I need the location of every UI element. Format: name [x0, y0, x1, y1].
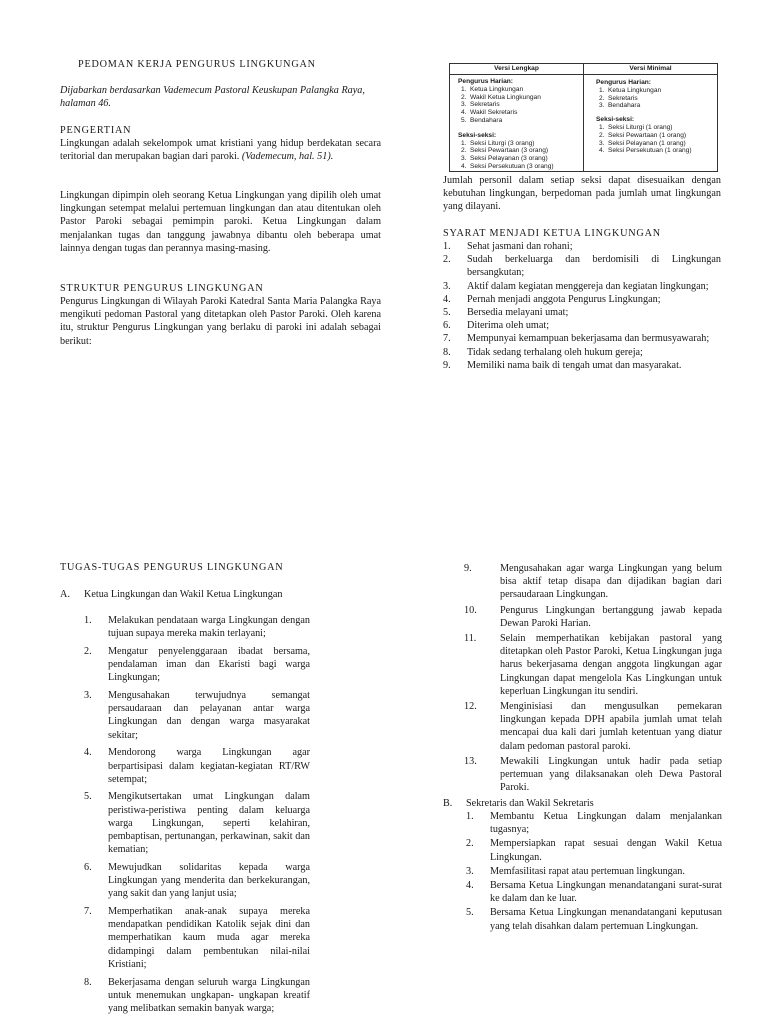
- syarat-item-text: Pernah menjadi anggota Pengurus Lingkungan;: [467, 293, 661, 305]
- minimal-seksi-item: [596, 140, 714, 148]
- tugas-a-item-number: 2.: [84, 645, 92, 657]
- tugas-a-item-number: 11.: [464, 633, 477, 645]
- syarat-item-number: 9.: [443, 359, 451, 371]
- minimal-seksi-item: [596, 132, 714, 140]
- syarat-item-text: Diterima oleh umat;: [467, 320, 550, 332]
- syarat-item: [443, 319, 721, 332]
- tugas-a-item-text: Memperhatikan anak-anak supaya mereka mendapatkan pendidikan Katolik sejak dini dan memperhatikan kaum muda agar mereka didampingi dalam pembentukan nilai-nilai Kristiani;: [108, 906, 310, 970]
- pengertian-paragraph-2: Lingkungan dipimpin oleh seorang Ketua Lingkungan yang dipilih oleh umat lingkungan setempat melalui pertemuan lingkungan dan atau ditentukan oleh Pastor Paroki sebagai pemimpin paroki. Ketua Lingkungan dalam menjalankan tugas dan tanggung jawabnya dibantu oleh beberapa umat lainnya dengan tugas dan perannya masing-masing.: [60, 190, 381, 254]
- tugas-b-item-number: 5.: [466, 907, 474, 919]
- minimal-seksi-item: [596, 124, 714, 132]
- section-b-title: Sekretaris dan Wakil Sekretaris: [466, 798, 594, 809]
- pengertian-paragraph: [60, 137, 381, 163]
- lengkap-seksi-item-text: Seksi Pewartaan (3 orang): [470, 147, 549, 155]
- tugas-a-item-number: 13.: [464, 755, 477, 767]
- syarat-item-text: Memiliki nama baik di tengah umat dan masyarakat.: [467, 359, 682, 371]
- tugas-a-item-number: 12.: [464, 701, 477, 713]
- tugas-a-item: [84, 861, 310, 901]
- lengkap-seksi-item: [458, 163, 580, 171]
- syarat-item-text: Mempunyai kemampuan bekerjasama dan bermusyawarah;: [467, 333, 710, 345]
- minimal-harian-item-text: Ketua Lingkungan: [608, 86, 662, 94]
- tugas-b-item-number: 1.: [466, 811, 474, 822]
- syarat-item-text: Aktif dalam kegiatan menggereja dan kegiatan lingkungan;: [467, 280, 709, 292]
- section-b-list: [466, 810, 722, 934]
- tugas-a-item: [84, 790, 310, 856]
- syarat-list: [443, 240, 721, 372]
- tugas-a-item: [466, 562, 722, 602]
- tugas-b-item-number: 3.: [466, 865, 474, 877]
- lengkap-harian-item-text: Wakil Ketua Lingkungan: [470, 93, 541, 101]
- tugas-a-item-number: 3.: [84, 690, 92, 702]
- tugas-b-item-text: Memfasilitasi rapat atau pertemuan lingkungan.: [490, 865, 685, 877]
- syarat-item: [443, 240, 721, 253]
- lengkap-harian-item: [458, 86, 580, 94]
- lengkap-harian-item: [458, 94, 580, 102]
- pengertian-heading: PENGERTIAN: [60, 125, 132, 136]
- lengkap-seksi-list: [458, 140, 580, 171]
- tugas-a-item: [84, 614, 310, 640]
- tugas-a-item-text: Selain memperhatikan kebijakan pastoral yang ditetapkan oleh Pastor Paroki, Ketua Lingkungan juga harus bekerjasama dengan anggota lingkungan agar Lingkungan dapat mengelola Kas Lingkungan untuk keperluan Lingkungan itu sendiri.: [500, 633, 722, 697]
- tugas-b-item: [466, 879, 722, 905]
- lengkap-harian-item-text: Wakil Sekretaris: [470, 109, 518, 117]
- minimal-seksi-item-number: 4.: [599, 147, 605, 155]
- tugas-a-item-text: Mengikutsertakan umat Lingkungan dalam peristiwa-peristiwa penting dalam keluarga warga Lingkungan, seperti kelahiran, pembaptisan, pertunangan, perkawinan, sakit dan kematian;: [108, 791, 310, 856]
- syarat-item: [443, 346, 721, 359]
- lengkap-harian-item-number: 5.: [461, 116, 467, 124]
- minimal-seksi-label: Seksi-seksi:: [596, 116, 635, 124]
- tugas-a-item: [466, 604, 722, 630]
- pengertian-text: Lingkungan adalah sekelompok umat kristiani yang hidup berdekatan secara teritorial dan merupakan bagian dari paroki.: [60, 138, 381, 163]
- lengkap-seksi-item: [458, 140, 580, 148]
- tugas-b-item-number: 2.: [466, 838, 474, 850]
- lengkap-seksi-item: [458, 155, 580, 163]
- syarat-heading: SYARAT MENJADI KETUA LINGKUNGAN: [443, 228, 661, 239]
- tugas-b-item-number: 4.: [466, 880, 474, 892]
- tugas-a-item-number: 8.: [84, 976, 92, 988]
- tugas-a-item-number: 9.: [464, 563, 472, 574]
- minimal-harian-item: [596, 95, 714, 103]
- minimal-seksi-item-text: Seksi Liturgi (1 orang): [608, 123, 673, 131]
- tugas-b-item: [466, 810, 722, 836]
- jumlah-paragraph: Jumlah personil dalam setiap seksi dapat disesuaikan dengan kebutuhan lingkungan, berpedoman pada jumlah umat lingkungan yang dilayani.: [443, 175, 721, 213]
- section-b-letter: B.: [443, 798, 453, 809]
- syarat-item: [443, 293, 721, 306]
- lengkap-harian-item: [458, 109, 580, 117]
- syarat-item-number: 7.: [443, 333, 451, 345]
- lengkap-harian-item-text: Sekretaris: [470, 101, 500, 109]
- lengkap-harian-label: Pengurus Harian:: [458, 78, 513, 85]
- tugas-a-item-number: 7.: [84, 906, 92, 918]
- minimal-harian-item-number: 1.: [599, 86, 605, 94]
- lengkap-harian-item: [458, 117, 580, 125]
- tugas-a-item: [84, 976, 310, 1016]
- syarat-item-number: 5.: [443, 307, 451, 319]
- tugas-a-item-number: 1.: [84, 615, 92, 626]
- struktur-table: [449, 63, 718, 172]
- lengkap-seksi-item-number: 2.: [461, 147, 467, 155]
- minimal-harian-item: [596, 87, 714, 95]
- syarat-item: [443, 306, 721, 319]
- tugas-heading: TUGAS-TUGAS PENGURUS LINGKUNGAN: [60, 562, 284, 573]
- tugas-a-item: [84, 689, 310, 742]
- versi-minimal-header: Versi Minimal: [629, 65, 672, 72]
- syarat-item-text: Sudah berkeluarga dan berdomisili di Lingkungan bersangkutan;: [467, 254, 721, 279]
- lengkap-seksi-item-number: 3.: [461, 155, 467, 163]
- tugas-a-item-number: 6.: [84, 861, 92, 873]
- tugas-a-item: [84, 645, 310, 685]
- tugas-a-item-text: Mewujudkan solidaritas kepada warga Lingkungan yang menderita dan berkekurangan, yang sakit dan yang lanjut usia;: [108, 861, 310, 900]
- section-a-list-left: [84, 614, 310, 1020]
- syarat-item-number: 1.: [443, 241, 451, 252]
- tugas-a-item-text: Menginisiasi dan mengusulkan pemekaran lingkungan kepada DPH apabila jumlah umat telah mencapai dua kali dari jumlah ketentuan yang diatur dalam pedoman pastoral paroki.: [500, 701, 722, 752]
- lengkap-seksi-item: [458, 147, 580, 155]
- tugas-a-item: [84, 905, 310, 971]
- lengkap-harian-item-number: 2.: [461, 93, 467, 101]
- tugas-a-item-text: Melakukan pendataan warga Lingkungan dengan tujuan supaya mereka makin terlayani;: [108, 615, 310, 640]
- minimal-harian-list: [596, 87, 714, 110]
- lengkap-seksi-item-number: 4.: [461, 162, 467, 170]
- tugas-a-item-number: 10.: [464, 604, 477, 616]
- lengkap-harian-item-number: 1.: [461, 85, 467, 93]
- syarat-item-number: 3.: [443, 280, 451, 292]
- tugas-a-item-text: Pengurus Lingkungan bertanggung jawab kepada Dewan Paroki Harian.: [500, 604, 722, 629]
- tugas-b-item: [466, 837, 722, 863]
- lengkap-harian-item-number: 4.: [461, 109, 467, 117]
- tugas-b-item: [466, 906, 722, 932]
- minimal-seksi-item-number: 1.: [599, 123, 605, 131]
- tugas-a-item-number: 5.: [84, 791, 92, 803]
- pengertian-reference: (Vademecum, hal. 51).: [241, 151, 334, 163]
- syarat-item-number: 2.: [443, 254, 451, 266]
- section-a-list-right: [466, 562, 722, 796]
- tugas-a-item-text: Mengusahakan terwujudnya semangat persaudaraan dan pelayanan antar warga Lingkungan dan dengan warga masyarakat sekitar;: [108, 690, 310, 741]
- syarat-item: [443, 280, 721, 293]
- lengkap-seksi-item-text: Seksi Persekutuan (3 orang): [470, 162, 554, 170]
- tugas-b-item: [466, 865, 722, 878]
- minimal-harian-item-number: 3.: [599, 102, 605, 110]
- minimal-harian-item-text: Bendahara: [608, 102, 641, 110]
- lengkap-harian-item: [458, 101, 580, 109]
- tugas-a-item: [466, 632, 722, 698]
- tugas-a-item: [84, 746, 310, 786]
- document-title: PEDOMAN KERJA PENGURUS LINGKUNGAN: [78, 59, 316, 70]
- minimal-seksi-item: [596, 147, 714, 155]
- syarat-item-text: Tidak sedang terhalang oleh hukum gereja;: [467, 346, 643, 358]
- tugas-b-item-text: Bersama Ketua Lingkungan menandatangani surat-surat ke dalam dan ke luar.: [490, 880, 722, 905]
- versi-minimal-column: [596, 79, 714, 155]
- lengkap-seksi-item-text: Seksi Liturgi (3 orang): [470, 139, 535, 147]
- tugas-a-item-number: 4.: [84, 747, 92, 759]
- tugas-a-item-text: Mengatur penyelenggaraan ibadat bersama, pendalaman iman dan Ekaristi bagi warga Lingkungan;: [108, 645, 310, 684]
- table-divider: [583, 64, 584, 171]
- minimal-seksi-item-text: Seksi Pelayanan (1 orang): [608, 139, 686, 147]
- lengkap-seksi-label: Seksi-seksi:: [458, 131, 497, 139]
- tugas-a-item-text: Bekerjasama dengan seluruh warga Lingkungan untuk menemukan ungkapan- ungkapan kreatif yang melibatkan semakin banyak warga;: [108, 976, 310, 1014]
- minimal-harian-item-text: Sekretaris: [608, 94, 638, 102]
- lengkap-harian-item-text: Bendahara: [470, 116, 503, 124]
- lengkap-harian-item-text: Ketua Lingkungan: [470, 85, 524, 93]
- tugas-b-item-text: Mempersiapkan rapat sesuai dengan Wakil Ketua Lingkungan.: [490, 838, 722, 863]
- minimal-harian-item-number: 2.: [599, 94, 605, 102]
- tugas-b-item-text: Membantu Ketua Lingkungan dalam menjalankan tugasnya;: [490, 811, 722, 836]
- lengkap-harian-item-number: 3.: [461, 101, 467, 109]
- minimal-seksi-item-text: Seksi Persekutuan (1 orang): [608, 147, 692, 155]
- syarat-item-number: 4.: [443, 293, 451, 305]
- tugas-a-item: [466, 700, 722, 753]
- minimal-harian-item: [596, 102, 714, 110]
- syarat-item-text: Sehat jasmani dan rohani;: [467, 241, 573, 252]
- syarat-item-number: 6.: [443, 320, 451, 332]
- section-a-letter: A.: [60, 589, 70, 600]
- lengkap-seksi-item-number: 1.: [461, 139, 467, 147]
- minimal-harian-label: Pengurus Harian:: [596, 79, 651, 86]
- syarat-item-text: Bersedia melayani umat;: [467, 307, 569, 319]
- struktur-paragraph: Pengurus Lingkungan di Wilayah Paroki Katedral Santa Maria Palangka Raya mengikuti pedoman Pastoral yang ditetapkan oleh Pastor Paroki. Oleh karena itu, struktur Pengurus Lingkungan yang berlaku di paroki ini adalah sebagai berikut:: [60, 296, 381, 347]
- tugas-a-item-text: Mendorong warga Lingkungan agar berpartisipasi dalam kegiatan-kegiatan RT/RW setempat;: [108, 747, 310, 785]
- minimal-seksi-item-text: Seksi Pewartaan (1 orang): [608, 131, 687, 139]
- source-note: Dijabarkan berdasarkan Vademecum Pastoral Keuskupan Palangka Raya, halaman 46.: [60, 85, 365, 110]
- syarat-item: [443, 359, 721, 372]
- struktur-heading: STRUKTUR PENGURUS LINGKUNGAN: [60, 283, 264, 294]
- tugas-a-item: [466, 755, 722, 795]
- syarat-item: [443, 253, 721, 279]
- minimal-seksi-item-number: 3.: [599, 139, 605, 147]
- lengkap-seksi-item-text: Seksi Pelayanan (3 orang): [470, 155, 548, 163]
- versi-lengkap-header: Versi Lengkap: [494, 65, 539, 72]
- section-a-title: Ketua Lingkungan dan Wakil Ketua Lingkungan: [84, 589, 283, 600]
- tugas-b-item-text: Bersama Ketua Lingkungan menandatangani keputusan yang telah disahkan dalam pertemuan Lingkungan.: [490, 907, 722, 932]
- versi-lengkap-column: [458, 78, 580, 171]
- tugas-a-item-text: Mewakili Lingkungan untuk hadir pada setiap pertemuan yang dilaksanakan oleh Dewa Pastoral Paroki.: [500, 755, 722, 794]
- tugas-a-item-text: Mengusahakan agar warga Lingkungan yang belum bisa aktif tetap disapa dan dijadikan bagian dari persaudaraan Lingkungan.: [500, 563, 722, 601]
- syarat-item: [443, 332, 721, 345]
- minimal-seksi-list: [596, 124, 714, 155]
- lengkap-harian-list: [458, 86, 580, 125]
- syarat-item-number: 8.: [443, 346, 451, 358]
- minimal-seksi-item-number: 2.: [599, 131, 605, 139]
